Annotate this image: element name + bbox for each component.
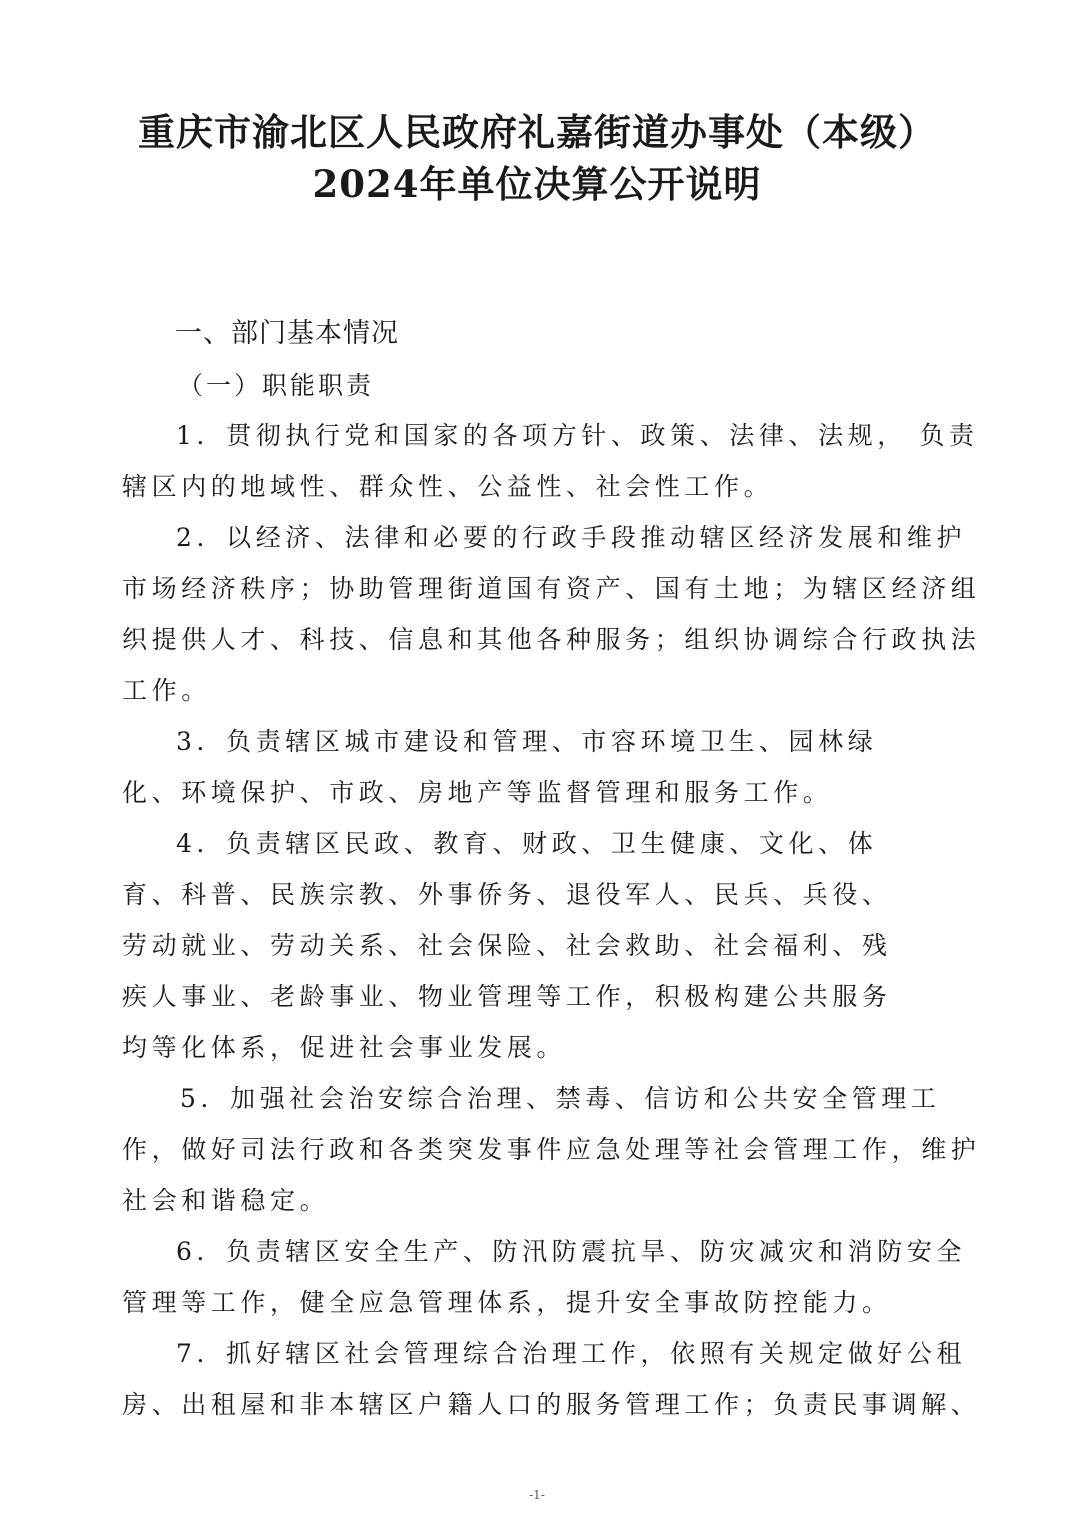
- section-heading: 一、部门基本情况: [175, 318, 399, 349]
- paragraph-line: 工作。: [122, 676, 211, 705]
- paragraph-line: 织提供人才、科技、信息和其他各种服务；组织协调综合行政执法: [122, 625, 981, 654]
- paragraph-line: 5．加强社会治安综合治理、禁毒、信访和公共安全管理工: [180, 1084, 941, 1113]
- document-title-line-2: 2024年单位决算公开说明: [312, 162, 762, 206]
- paragraph-line: 均等化体系，促进社会事业发展。: [122, 1033, 567, 1062]
- paragraph-line: 疾人事业、老龄事业、物业管理等工作，积极构建公共服务: [122, 982, 892, 1011]
- paragraph-line: 4．负责辖区民政、教育、财政、卫生健康、文化、体: [176, 829, 878, 858]
- document-title-line-1: 重庆市渝北区人民政府礼嘉街道办事处（本级）: [138, 110, 936, 154]
- paragraph-line: 房、出租屋和非本辖区户籍人口的服务管理工作；负责民事调解、: [122, 1390, 981, 1419]
- paragraph-line: 市场经济秩序；协助管理街道国有资产、国有土地；为辖区经济组: [122, 574, 981, 603]
- subsection-heading: （一）职能职责: [178, 371, 375, 400]
- paragraph-line: 社会和谐稳定。: [122, 1186, 330, 1215]
- paragraph-line: 7．抓好辖区社会管理综合治理工作，依照有关规定做好公租: [176, 1339, 967, 1368]
- paragraph-line: 6．负责辖区安全生产、防汛防震抗旱、防灾减灾和消防安全: [176, 1237, 967, 1266]
- paragraph-line: 2．以经济、法律和必要的行政手段推动辖区经济发展和维护: [176, 523, 967, 552]
- paragraph-line: 育、科普、民族宗教、外事侨务、退役军人、民兵、兵役、: [122, 880, 892, 909]
- paragraph-line: 1．贯彻执行党和国家的各项方针、政策、法律、法规， 负责: [176, 421, 979, 450]
- paragraph-line: 化、环境保护、市政、房地产等监督管理和服务工作。: [122, 778, 833, 807]
- paragraph-line: 作，做好司法行政和各类突发事件应急处理等社会管理工作，维护: [122, 1135, 981, 1164]
- page-number: -1-: [529, 1488, 545, 1502]
- paragraph-line: 管理等工作，健全应急管理体系，提升安全事故防控能力。: [122, 1288, 892, 1317]
- paragraph-line: 3．负责辖区城市建设和管理、市容环境卫生、园林绿: [176, 727, 878, 756]
- paragraph-line: 劳动就业、劳动关系、社会保险、社会救助、社会福利、残: [122, 931, 892, 960]
- paragraph-line: 辖区内的地域性、群众性、公益性、社会性工作。: [122, 472, 774, 501]
